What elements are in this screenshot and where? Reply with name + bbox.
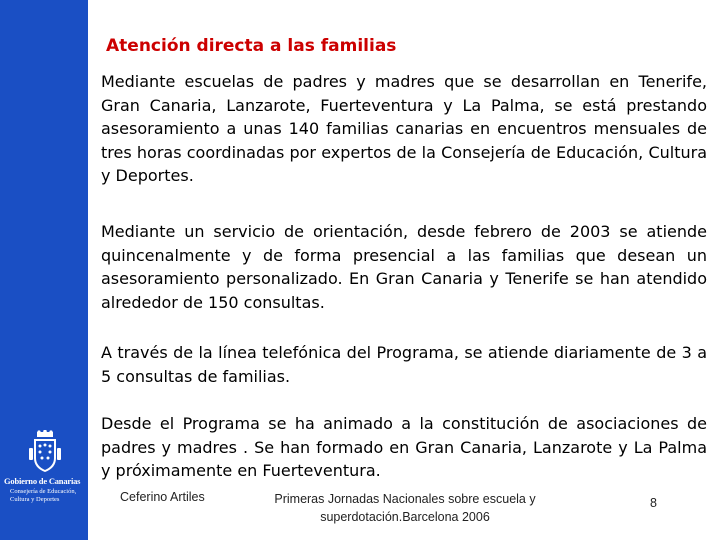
government-name: Gobierno de Canarias: [4, 476, 81, 486]
paragraph-family-schools: Mediante escuelas de padres y madres que se desarrollan en Tenerife, Gran Canaria, Lanzarote, Fuerteventura y La Palma, se está prestando asesoramiento a unas 140 familias canarias en encuentros mensuales de tres horas coordinadas por expertos de la Consejería de Educación, Cultura y Deportes.: [101, 72, 707, 185]
footer-event-line-1: Primeras Jornadas Nacionales sobre escuela y: [274, 492, 536, 506]
department-line-1: Consejería de Educación,: [10, 488, 77, 495]
page-number: 8: [650, 496, 657, 510]
canary-islands-crest-icon: [28, 430, 62, 474]
sidebar-band: [0, 0, 88, 540]
paragraph-associations: Desde el Programa se ha animado a la constitución de asociaciones de padres y madres . Se han formado en Gran Canaria, Lanzarote y La Palma y próximamente en Fuerteventura.: [101, 414, 707, 480]
footer-author: Ceferino Artiles: [120, 490, 205, 504]
slide-title: Atención directa a las familias: [106, 36, 397, 56]
department-line-2: Cultura y Deportes: [10, 496, 60, 503]
footer-event-line-2: superdotación.Barcelona 2006: [320, 510, 490, 524]
footer-event: [250, 490, 560, 526]
paragraph-orientation-service: Mediante un servicio de orientación, desde febrero de 2003 se atiende quincenalmente y de forma presencial a las familias que desean un asesoramiento personalizado. En Gran Canaria y Tenerife se han atendido alrededor de 150 consultas.: [101, 222, 707, 312]
department-name: [10, 488, 86, 504]
paragraph-phone-line: A través de la línea telefónica del Programa, se atiende diariamente de 3 a 5 consultas de familias.: [101, 343, 707, 386]
